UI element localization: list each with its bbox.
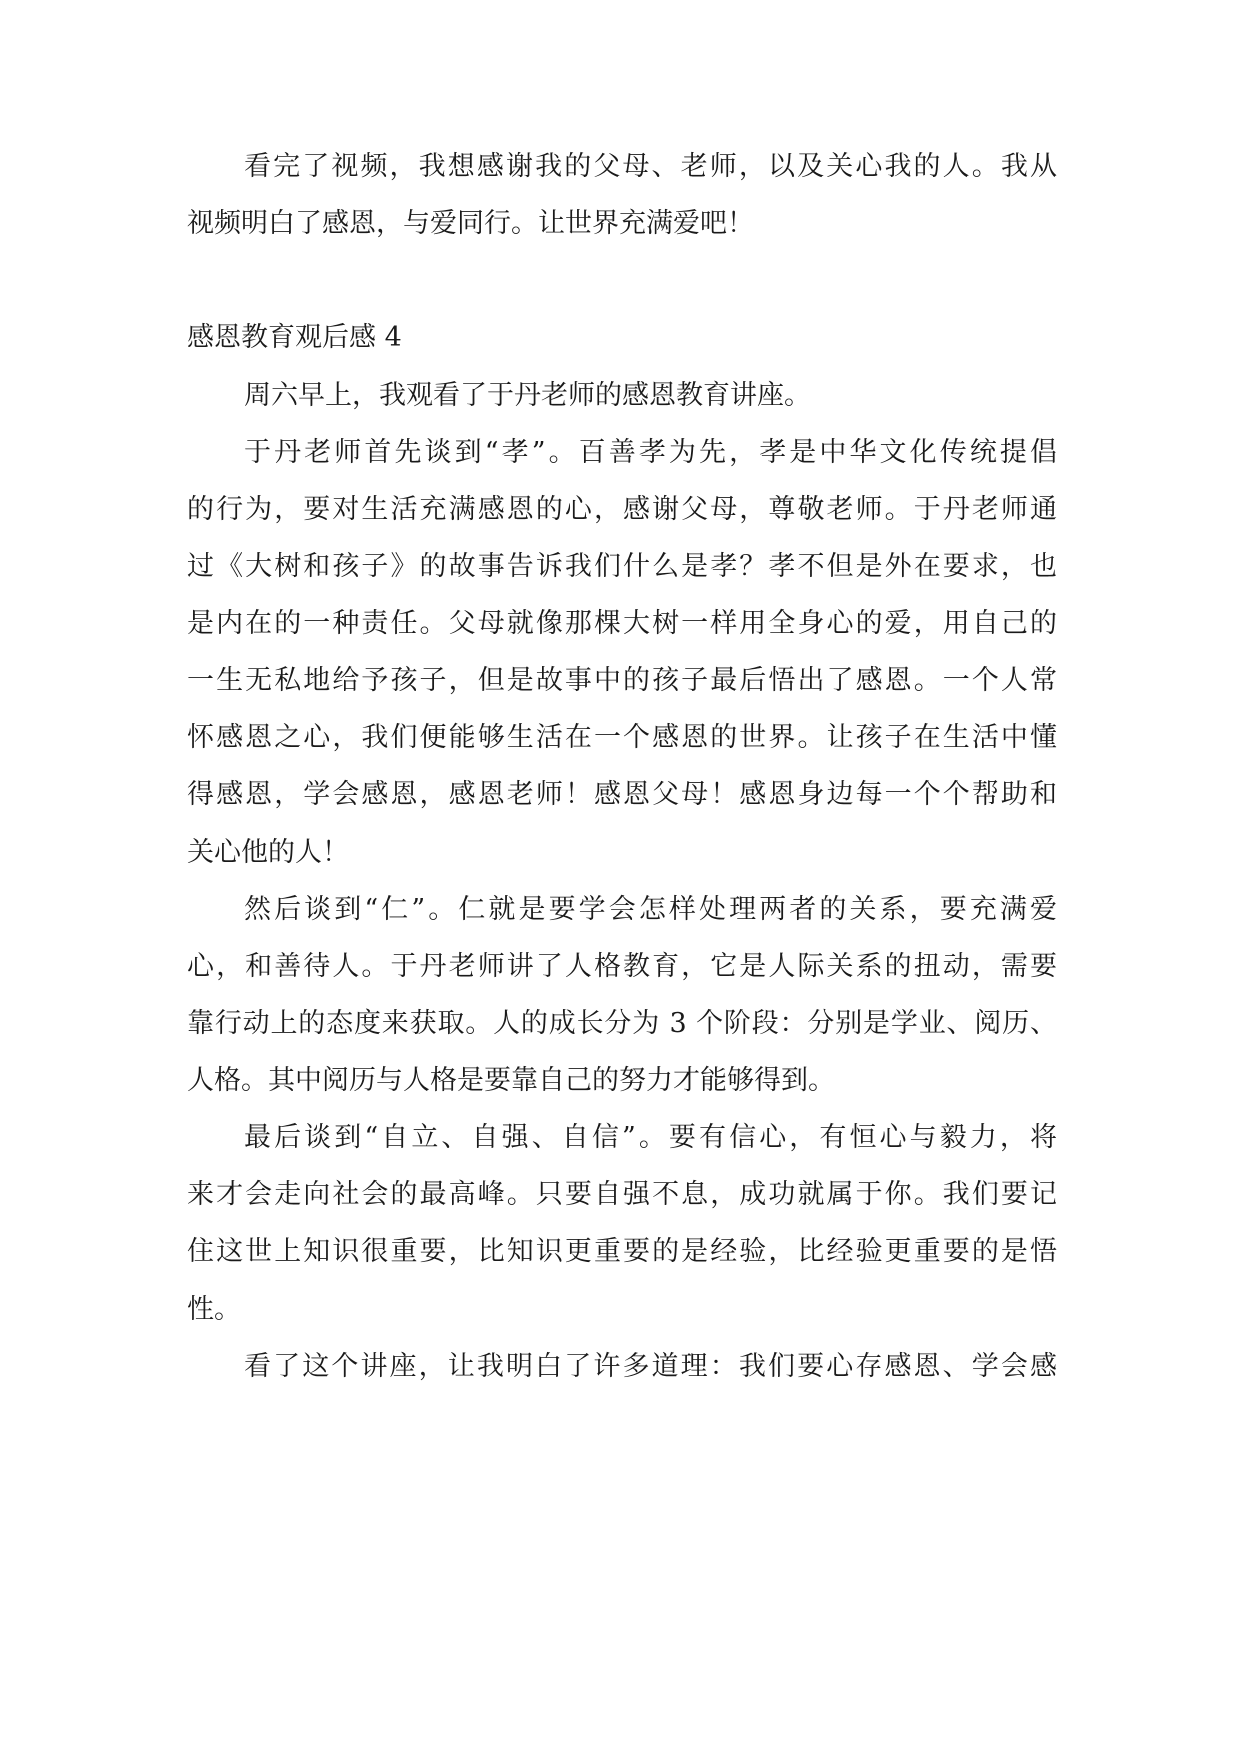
paragraph-3-line-4: 人格。其中阅历与人格是要靠自己的努力才能够得到。: [187, 1065, 835, 1096]
paragraph-3-line-3: 靠行动上的态度来获取。人的成长分为 3 个阶段：分别是学业、阅历、: [187, 1008, 1057, 1039]
paragraph-2-line-3: 过《大树和孩子》的故事告诉我们什么是孝？孝不但是外在要求，也: [187, 551, 1057, 582]
paragraph-2-line-1: 于丹老师首先谈到“孝”。百善孝为先，孝是中华文化传统提倡: [244, 437, 1057, 468]
paragraph-4-line-3: 住这世上知识很重要，比知识更重要的是经验，比经验更重要的是悟: [187, 1236, 1057, 1267]
section-heading: 感恩教育观后感 4: [187, 322, 402, 353]
paragraph-2-line-2: 的行为，要对生活充满感恩的心，感谢父母，尊敬老师。于丹老师通: [187, 494, 1057, 525]
intro-line-2: 视频明白了感恩，与爱同行。让世界充满爱吧！: [187, 208, 754, 239]
paragraph-3-line-2: 心，和善待人。于丹老师讲了人格教育，它是人际关系的扭动，需要: [187, 951, 1057, 982]
paragraph-4-line-1: 最后谈到“自立、自强、自信”。要有信心，有恒心与毅力，将: [244, 1122, 1057, 1153]
paragraph-2-line-5: 一生无私地给予孩子，但是故事中的孩子最后悟出了感恩。一个人常: [187, 665, 1057, 696]
paragraph-4-line-4: 性。: [187, 1294, 241, 1325]
paragraph-4-line-2: 来才会走向社会的最高峰。只要自强不息，成功就属于你。我们要记: [187, 1179, 1057, 1210]
intro-line-1: 看完了视频，我想感谢我的父母、老师，以及关心我的人。我从: [244, 151, 1057, 182]
paragraph-2-line-8: 关心他的人！: [187, 837, 349, 868]
paragraph-2-line-4: 是内在的一种责任。父母就像那棵大树一样用全身心的爱，用自己的: [187, 608, 1057, 639]
paragraph-5-line-1: 看了这个讲座，让我明白了许多道理：我们要心存感恩、学会感: [244, 1351, 1057, 1382]
paragraph-2-line-7: 得感恩，学会感恩，感恩老师！感恩父母！感恩身边每一个个帮助和: [187, 779, 1057, 810]
paragraph-3-line-1: 然后谈到“仁”。仁就是要学会怎样处理两者的关系，要充满爱: [244, 894, 1057, 925]
paragraph-1-line-1: 周六早上，我观看了于丹老师的感恩教育讲座。: [244, 380, 811, 411]
paragraph-2-line-6: 怀感恩之心，我们便能够生活在一个感恩的世界。让孩子在生活中懂: [187, 722, 1057, 753]
